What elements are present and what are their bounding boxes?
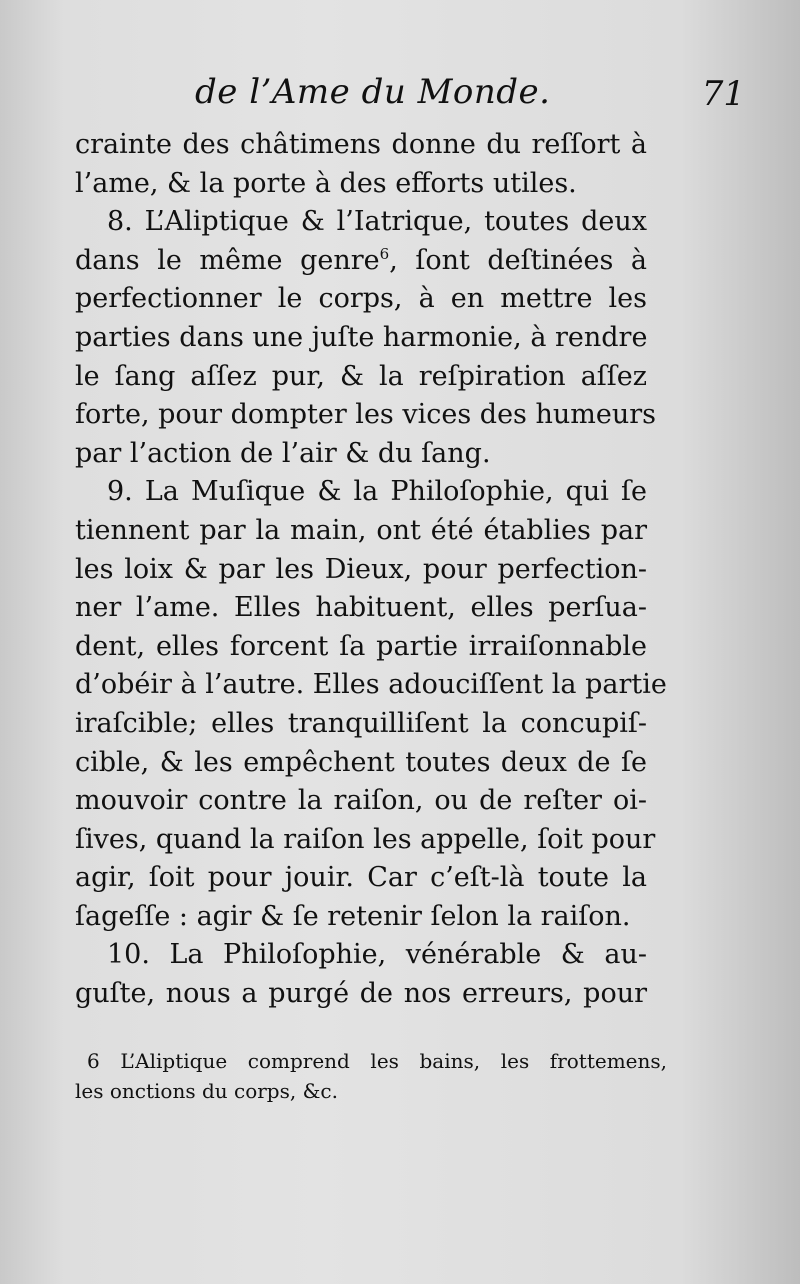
text-line: dent, elles forcent ſa partie irraiſonnable: [75, 630, 647, 662]
text-line: l’ame, & la porte à des efforts utiles.: [75, 167, 577, 199]
text-line: tiennent par la main, ont été établies par: [75, 514, 647, 546]
footnote-text: L’Aliptique comprend les bains, les frottemens,: [120, 1049, 668, 1073]
footnote-marker: 6: [87, 1049, 100, 1073]
text-line: par l’action de l’air & du ſang.: [75, 437, 491, 469]
text-line: forte, pour dompter les vices des humeurs: [75, 399, 657, 431]
text-line: 9. La Muſique & la Philoſophie, qui ſe: [107, 476, 647, 508]
text-line: 8. L’Aliptique & l’Iatrique, toutes deux: [107, 206, 647, 238]
text-line: [75, 242, 647, 281]
footnote-line: les onctions du corps, &c.: [75, 1079, 338, 1103]
footnote-reference: 6: [379, 244, 390, 263]
footnote: [75, 1046, 667, 1106]
text-line: agir, ſoit pour jouir. Car c’eſt-là toute la: [75, 862, 647, 894]
text-line: iraſcible; elles tranquilliſent la concupiſ-: [75, 707, 647, 739]
text-line: cible, & les empêchent toutes deux de ſe: [75, 746, 647, 778]
text-line: perfectionner le corps, à en mettre les: [75, 283, 647, 315]
text-fragment: dans le même genre: [75, 244, 380, 276]
text-line: le ſang aſſez pur, & la reſpiration aſſez: [75, 360, 647, 392]
text-line: mouvoir contre la raiſon, ou de reſter oi-: [75, 785, 647, 817]
text-line: les loix & par les Dieux, pour perfection-: [75, 553, 647, 585]
text-line: 10. La Philoſophie, vénérable & au-: [107, 939, 647, 971]
text-line: ſageſſe : agir & ſe retenir ſelon la raiſon.: [75, 900, 631, 932]
page-number: 71: [701, 74, 745, 114]
text-line: guſte, nous a purgé de nos erreurs, pour: [75, 978, 647, 1010]
footnote-line: [75, 1046, 667, 1076]
text-line: ner l’ame. Elles habituent, elles perſua-: [75, 592, 647, 624]
body-text: [75, 126, 667, 1014]
text-line: parties dans une juſte harmonie, à rendre: [75, 321, 648, 353]
text-line: crainte des châtimens donne du reſſort à: [75, 129, 647, 160]
running-title: de l’Ame du Monde.: [195, 72, 551, 112]
text-fragment: , ſont deſtinées à: [389, 244, 647, 276]
page-header: [75, 72, 745, 122]
text-line: d’obéir à l’autre. Elles adouciſſent la partie: [75, 669, 667, 701]
text-line: ſives, quand la raiſon les appelle, ſoit pour: [75, 823, 656, 855]
